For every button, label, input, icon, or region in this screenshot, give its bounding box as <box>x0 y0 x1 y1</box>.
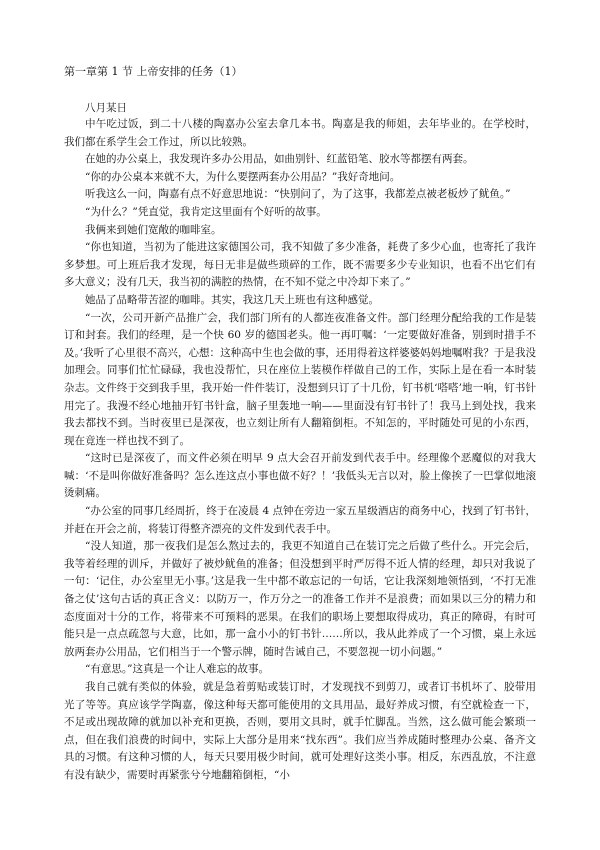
paragraph: 中午吃过饭，到二十八楼的陶嘉办公室去拿几本书。陶嘉是我的师姐，去年毕业的。在学校时，我们都在系学生会工作过，所以比较熟。 <box>64 118 536 148</box>
paragraph: “这时已是深夜了，而文件必须在明早 9 点大会召开前发到代表手中。经理像个恶魔似的对我大喊：‘不是叫你做好准备吗？怎么连这点小事也做不好？！’我低头无言以对，脸上像挨了一巴掌似地滚烫刺痛。 <box>64 452 536 500</box>
paragraph: “你也知道，当初为了能进这家德国公司，我不知做了多少准备，耗费了多少心血，也寄托了我许多梦想。可上班后我才发现，每日无非是做些琐碎的工作，既不需要多少专业知识，也看不出它们有多大意义；没有几天，我当初的满腔的热情，在不知不觉之中冷却下来了。” <box>64 241 536 289</box>
paragraph: 我俩来到她们宽敞的咖啡室。 <box>85 223 222 236</box>
paragraph: 我自己就有类似的体验，就是急着剪贴或装订时，才发现找不到剪刀，或者订书机坏了、胶带用光了等等。真应该学学陶嘉，像这种每天都可能使用的文具用品，最好养成习惯，有空就检查一下，不足或出现故障的就加以补充和更换，否则，要用文具时，就手忙脚乱。当然，这么做可能会繁琐一点，但在我们浪费的时间中，实际上大部分是用来“找东西”。我们应当养成随时整理办公桌、备齐文具的习惯。有这种习惯的人，每天只要用极少时间，就可处理好这类小事。相反，东西乱放，不注意有没有缺少，需要时再紧张兮兮地翻箱倒柜，“小 <box>64 681 536 781</box>
chapter-title: 第一章第 1 节 上帝安排的任务（1） <box>64 65 243 78</box>
paragraph: “办公室的同事几经周折，终于在凌晨 4 点钟在旁边一家五星级酒店的商务中心，找到了钉书针，并赶在开会之前，将装订得整齐漂亮的文件发到代表手中。 <box>64 505 536 535</box>
paragraph: “为什么？”凭直觉，我肯定这里面有个好听的故事。 <box>85 205 327 218</box>
paragraph: 在她的办公桌上，我发现许多办公用品，如曲别针、红蓝铅笔、胶水等都摆有两套。 <box>85 153 474 166</box>
date-line: 八月某日 <box>85 102 127 114</box>
document-body <box>64 64 536 785</box>
paragraph: 听我这么一问，陶嘉有点不好意思地说：“快别问了，为了这事，我都差点被老板炒了鱿鱼。” <box>85 188 511 201</box>
paragraph: 她品了品略带苦涩的咖啡。其实，我这几天上班也有这种感觉。 <box>85 293 379 306</box>
paragraph: “没人知道，那一夜我们是怎么熬过去的，我更不知道自己在装订完之后做了些什么。开完会后，我等着经理的训斥，并做好了被炒鱿鱼的准备；但没想到平时严厉得不近人情的经理，却只对我说了一句：‘记住，办公室里无小事。’这是我一生中都不敢忘记的一句话，它让我深刻地领悟到，‘不打无准备之仗’这句古话的真正含义：以防万一，作万分之一的准备工作并不是浪费；而如果以三分的精力和态度面对十分的工作，将带来不可预料的恶果。在我们的职场上要想取得成功，真正的障碍，有时可能只是一点点疏忽与大意，比如，那一盒小小的钉书针……所以，我从此养成了一个习惯，桌上永远放两套办公用品，它们相当于一个警示牌，随时告诫自己，不要忽视一切小问题。” <box>64 540 536 658</box>
paragraph: “你的办公桌本来就不大，为什么要摆两套办公用品？”我好奇地问。 <box>85 170 401 183</box>
paragraph: “有意思。”这真是一个让人难忘的故事。 <box>85 663 269 676</box>
paragraph: “一次，公司开新产品推广会，我们部门所有的人都连夜准备文件。部门经理分配给我的工作是装订和封套。我们的经理，是一个快 60 岁的德国老头。他一再叮嘱：‘一定要做好准备，别到时措手不及。’我听了心里很不高兴，心想：这种高中生也会做的事，还用得着这样婆婆妈妈地嘱咐我？于是我没加理会。同事们忙忙碌碌，我也没帮忙，只在座位上装模作样做自己的工作，实际上是在看一本时装杂志。文件终于交到我手里，我开始一件件装订，没想到只订了十几份，钉书机‘嗒嗒’地一响，钉书针用完了。我漫不经心地抽开钉书针盒，脑子里轰地一响——里面没有钉书针了！我马上到处找，我来我去都找不到。当时夜里已是深夜，也立刻让所有人翻箱倒柜。不知怎的，平时随处可见的小东西，现在竟连一样也找不到了。 <box>64 311 536 447</box>
